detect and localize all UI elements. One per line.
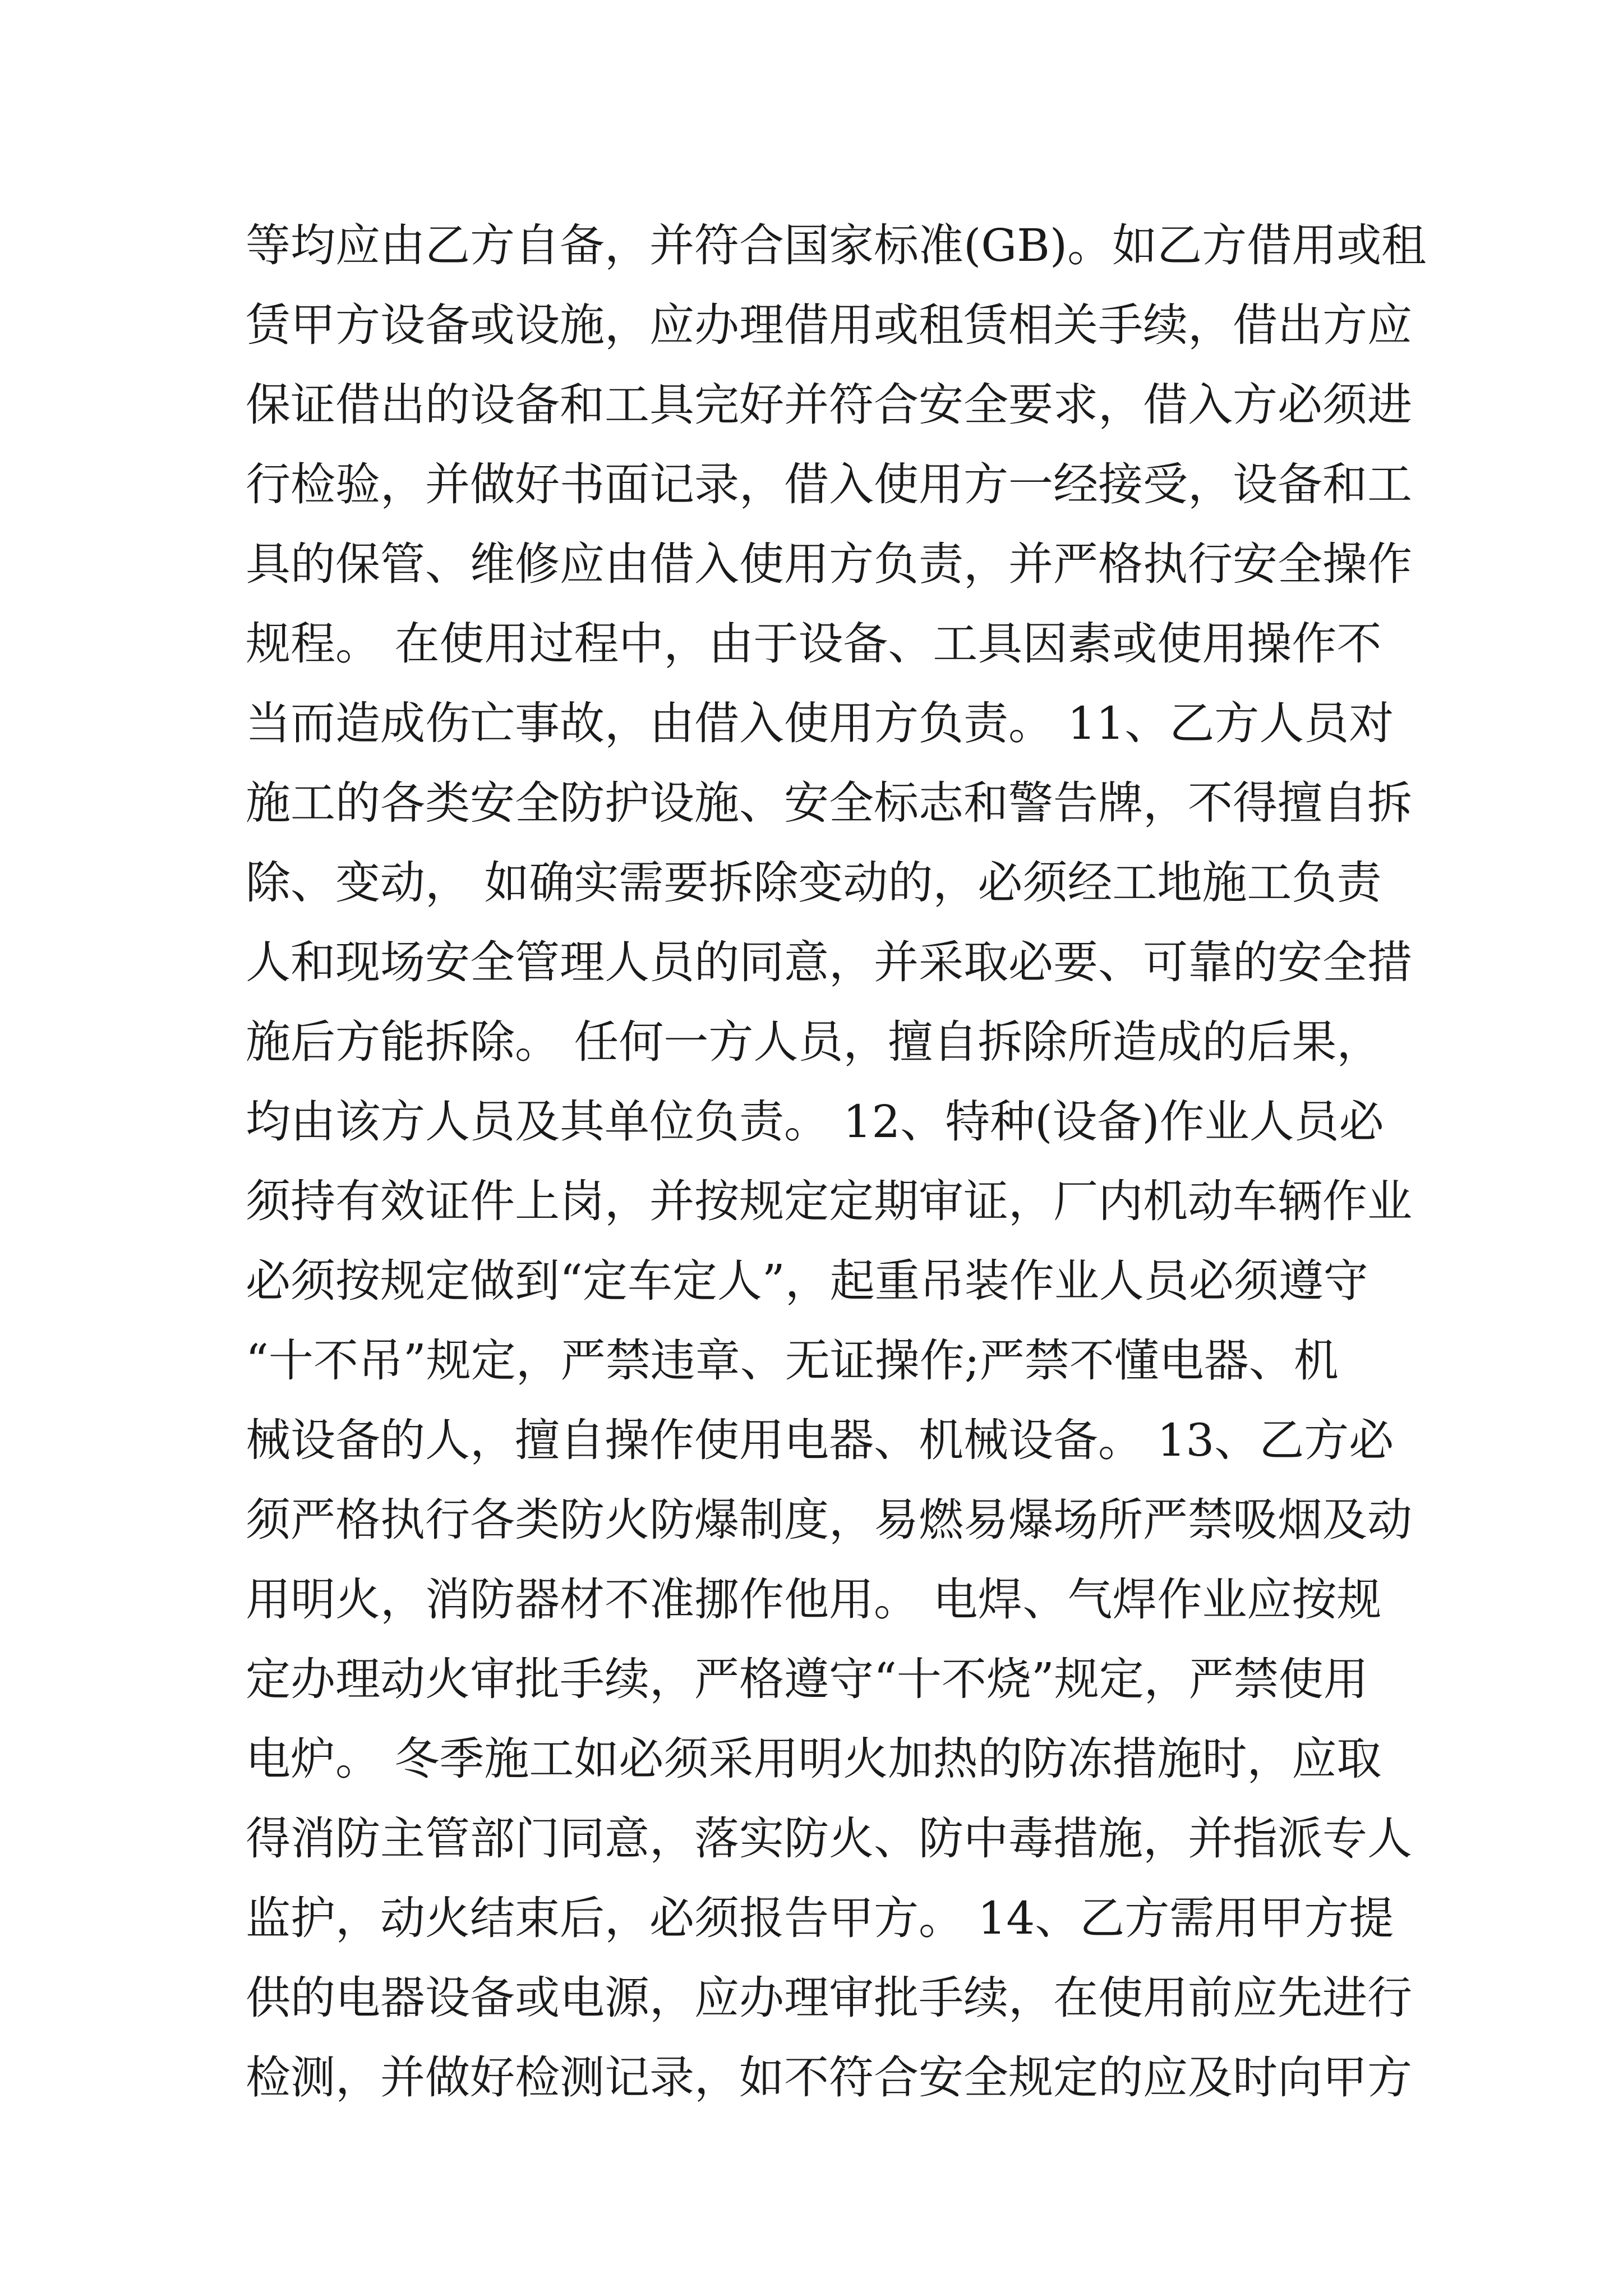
- text-line: 规程。 在使用过程中，由于设备、工具因素或使用操作不: [246, 618, 1382, 670]
- text-line: 须持有效证件上岗，并按规定定期审证，厂内机动车辆作业: [246, 1175, 1412, 1227]
- text-line: 用明火，消防器材不准挪作他用。 电焊、气焊作业应按规: [246, 1573, 1382, 1626]
- text-line: 均由该方人员及其单位负责。 12、特种(设备)作业人员必: [246, 1096, 1384, 1148]
- text-line: “十不吊”规定，严禁违章、无证操作;严禁不懂电器、机: [246, 1335, 1339, 1387]
- text-line: 施工的各类安全防护设施、安全标志和警告牌，不得擅自拆: [246, 777, 1412, 829]
- text-line: 供的电器设备或电源，应办理审批手续，在使用前应先进行: [246, 1972, 1412, 2024]
- text-line: 械设备的人，擅自操作使用电器、机械设备。 13、乙方必: [246, 1414, 1394, 1466]
- text-line: 施后方能拆除。 任何一方人员，擅自拆除所造成的后果，: [246, 1016, 1382, 1068]
- text-line: 具的保管、维修应由借入使用方负责，并严格执行安全操作: [246, 538, 1412, 590]
- text-line: 必须按规定做到“定车定人”，起重吊装作业人员必须遵守: [246, 1255, 1368, 1307]
- text-line: 行检验，并做好书面记录，借入使用方一经接受，设备和工: [246, 458, 1412, 510]
- text-line: 人和现场安全管理人员的同意，并采取必要、可靠的安全措: [246, 936, 1412, 988]
- text-line: 监护，动火结束后，必须报告甲方。 14、乙方需用甲方提: [246, 1892, 1394, 1944]
- text-line: 电炉。 冬季施工如必须采用明火加热的防冻措施时，应取: [246, 1733, 1382, 1785]
- text-line: 得消防主管部门同意，落实防火、防中毒措施，并指派专人: [246, 1812, 1412, 1865]
- text-line: 除、变动， 如确实需要拆除变动的，必须经工地施工负责: [246, 857, 1382, 909]
- text-line: 须严格执行各类防火防爆制度，易燃易爆场所严禁吸烟及动: [246, 1494, 1412, 1546]
- body-text: [246, 215, 1427, 2127]
- text-line: 检测，并做好检测记录，如不符合安全规定的应及时向甲方: [246, 2051, 1412, 2104]
- text-line: 赁甲方设备或设施，应办理借用或租赁相关手续，借出方应: [246, 299, 1412, 351]
- text-line: 等均应由乙方自备，并符合国家标准(GB)。如乙方借用或租: [246, 219, 1427, 272]
- text-line: 保证借出的设备和工具完好并符合安全要求，借入方必须进: [246, 379, 1412, 431]
- text-line: 定办理动火审批手续，严格遵守“十不烧”规定，严禁使用: [246, 1653, 1368, 1705]
- text-line: 当而造成伤亡事故，由借入使用方负责。 11、乙方人员对: [246, 697, 1394, 749]
